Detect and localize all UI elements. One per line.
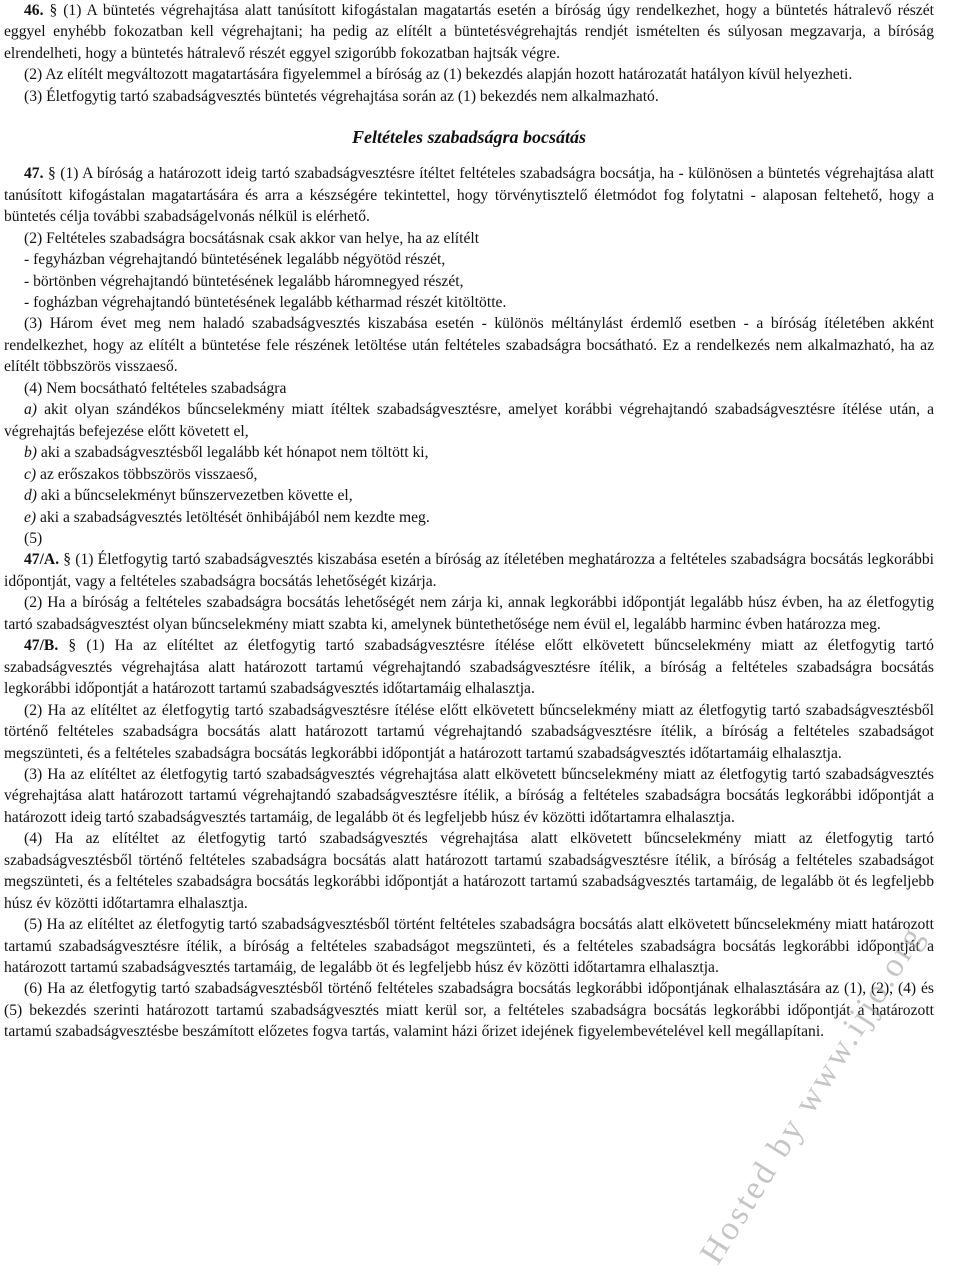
item-mark: a) (24, 401, 37, 419)
section-number: 46. (24, 2, 44, 19)
list-item (4, 464, 934, 485)
item-mark: d) (24, 487, 37, 505)
list-item (4, 442, 934, 463)
section-47-paragraph-2: (2) Feltételes szabadságra bocsátásnak csak akkor van helye, ha az elítélt (24, 229, 480, 247)
section-47-paragraph-3: (3) Három évet meg nem haladó szabadságvesztés kiszabása esetén - különös méltánylást érdemlő esetben - a bíróság ítéletében akként rendelkezhet, hogy az elítélt a büntetése fele részének letöltése után feltételes szabadságra bocsátható. Ez a rendelkezés nem alkalmazható, ha az elítélt többszörös visszaeső. (4, 315, 934, 376)
section-number: 47/B. (24, 637, 59, 655)
list-item (4, 485, 934, 506)
list-item (4, 399, 934, 442)
section-47-text-1: (1) A bíróság a határozott ideig tartó szabadságvesztésre ítéltet feltételes szabadságra bocsátja, ha - különösen a büntetés végrehajtása alatt tanúsított kifogástalan magatartására és arra a készségére tekintettel, hogy törvénytisztelő életmódot fog folytatni - alaposan feltehető, hogy a büntetés célja további szabadságelvonás nélkül is elérhető. (4, 165, 934, 226)
section-46-paragraph-2: (2) Az elítélt megváltozott magatartására figyelemmel a bíróság az (1) bekezdés alapján hozott határozatát hatályon kívül helyezheti. (24, 66, 853, 84)
watermark: Hosted by www.ijjo.org (693, 918, 933, 1270)
section-47-paragraph-1 (4, 163, 934, 227)
list-item: - fogházban végrehajtandó büntetésének legalább kétharmad részét kitöltötte. (24, 293, 507, 311)
section-47b-paragraph-4: (4) Ha az elítéltet az életfogytig tartó szabadságvesztés végrehajtása alatt elkövetett bűncselekmény miatt az életfogytig tartó szabadságvesztésből történő feltételes szabadságra bocsátás alatt határozott tartamú szabadságvesztésre ítélik, a bíróság a feltételes szabadságot megszünteti, és a feltételes szabadságra bocsátás legkorábbi időpontját a határozott tartamú szabadságvesztés tartamáig, de legalább öt és legfeljebb húsz év közötti időtartamra elhalasztja. (4, 830, 934, 912)
section-47b-text-1: (1) Ha az elítéltet az életfogytig tartó szabadságvesztésre ítélése előtt elkövetett bűncselekmény miatt az életfogytig tartó szabadságvesztés végrehajtása alatt határozott tartamú végrehajtandó szabadságvesztésre ítélik, a bíróság a feltételes szabadságra bocsátás legkorábbi időpontját a határozott tartamú szabadságvesztés időtartamáig elhalasztja. (4, 637, 934, 698)
document-body (4, 0, 934, 1043)
item-mark: e) (24, 508, 37, 526)
section-number: 47. (24, 165, 44, 183)
item-text: aki a bűncselekményt bűnszervezetben követte el, (37, 487, 353, 505)
section-47b-paragraph-5: (5) Ha az elítéltet az életfogytig tartó szabadságvesztésből történt feltételes szabadságra bocsátás alatt elkövetett bűncselekmény miatt határozott tartamú szabadságvesztésre ítélik, a bíróság a feltételes szabadságot megszünteti, és a feltételes szabadságra bocsátás legkorábbi időpontját a határozott tartamú szabadságvesztés tartamáig, de legalább öt és legfeljebb húsz év közötti időtartamra elhalasztja. (4, 916, 934, 977)
section-sign: § (63, 551, 72, 569)
section-47a-text-1: (1) Életfogytig tartó szabadságvesztés kiszabása esetén a bíróság az ítéletében meghatározza a feltételes szabadságra bocsátás legkorábbi időpontját, vagy a feltételes szabadságra bocsátás lehetőségét kizárja. (4, 551, 934, 590)
section-46-paragraph-3: (3) Életfogytig tartó szabadságvesztés büntetés végrehajtása során az (1) bekezdés nem alkalmazható. (24, 87, 659, 105)
section-47a-paragraph-1 (4, 549, 934, 592)
item-text: akit olyan szándékos bűncselekmény miatt ítéltek szabadságvesztésre, amelyet korábbi végrehajtandó szabadságvesztésre ítélése után, a végrehajtás befejezése előtt követett el, (4, 401, 934, 440)
section-number: 47/A. (24, 551, 60, 569)
section-47-paragraph-5: (5) (24, 529, 43, 547)
section-47b-paragraph-2: (2) Ha az elítéltet az életfogytig tartó szabadságvesztésre ítélése előtt elkövetett bűncselekmény miatt az életfogytig tartó szabadságvesztésből történő feltételes szabadságra bocsátás alatt határozott tartamú végrehajtandó szabadságvesztésre ítélik, a bíróság a feltételes szabadságot megszünteti, és a feltételes szabadságra bocsátás legkorábbi időpontját a határozott tartamú szabadságvesztés időtartamáig elhalasztja. (4, 701, 934, 762)
item-text: az erőszakos többszörös visszaeső, (36, 465, 258, 483)
list-item (4, 507, 934, 528)
section-sign: § (48, 165, 56, 183)
section-sign: § (68, 637, 77, 655)
section-47b-paragraph-6: (6) Ha az életfogytig tartó szabadságvesztésből történő feltételes szabadságra bocsátás legkorábbi időpontjának elhalasztására az (1), (2), (4) és (5) bekezdés szerinti határozott tartamú szabadságvesztés miatt kerül sor, a feltételes szabadságra bocsátás legkorábbi időpontját a határozott tartamú szabadságvesztésbe beszámított előzetes fogva tartás, valamint házi őrizet idejének figyelembevételével kell megállapítani. (4, 980, 934, 1041)
item-mark: b) (24, 444, 37, 462)
section-47b-paragraph-1 (4, 635, 934, 699)
section-47b-paragraph-3: (3) Ha az elítéltet az életfogytig tartó szabadságvesztés végrehajtása alatt elkövetett bűncselekmény miatt az életfogytig tartó szabadságvesztés végrehajtása alatt határozott tartamú végrehajtandó szabadságvesztésre ítélik, a bíróság a feltételes szabadságra bocsátás legkorábbi időpontját a határozott ideig tartó szabadságvesztés tartamáig, de legalább öt és legfeljebb húsz év közötti időtartamra elhalasztja. (4, 765, 934, 826)
list-item: - fegyházban végrehajtandó büntetésének legalább négyötöd részét, (24, 251, 446, 269)
item-mark: c) (24, 465, 37, 483)
item-text: aki a szabadságvesztésből legalább két hónapot nem töltött ki, (37, 444, 429, 462)
section-47-paragraph-4: (4) Nem bocsátható feltételes szabadságra (24, 379, 287, 397)
item-text: aki a szabadságvesztés letöltését önhibájából nem kezdte meg. (36, 508, 430, 526)
section-sign: § (49, 2, 58, 19)
section-heading: Feltételes szabadságra bocsátás (352, 127, 586, 148)
section-46-text-1: (1) A büntetés végrehajtása alatt tanúsított kifogástalan magatartás esetén a bíróság úgy rendelkezhet, hogy a büntetés hátralevő részét eggyel enyhébb fokozatban kell végrehajtani; ha pedig az elítélt a büntetésvégrehajtás rendjét ismételten és súlyosan megzavarja, a bíróság elrendelheti, hogy a büntetés hátralevő részét eggyel szigorúbb fokozatban hajtsák végre. (4, 2, 934, 62)
section-47a-paragraph-2: (2) Ha a bíróság a feltételes szabadságra bocsátás lehetőségét nem zárja ki, annak legkorábbi időpontját legalább húsz évben, ha az életfogytig tartó szabadságvesztést olyan bűncselekmény miatt szabta ki, amelynek büntethetősége nem évül el, legalább harminc évben határozza meg. (4, 594, 934, 633)
list-item: - börtönben végrehajtandó büntetésének legalább háromnegyed részét, (24, 272, 464, 290)
section-46-paragraph-1 (4, 0, 934, 64)
